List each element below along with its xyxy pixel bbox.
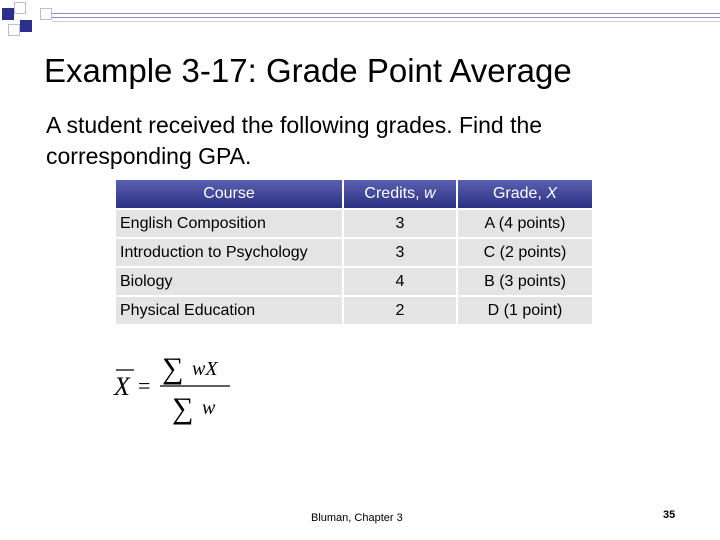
grades-table <box>116 180 594 324</box>
header-grade-variable: X <box>546 185 558 202</box>
formula-numerator-term: wX <box>192 358 218 380</box>
decor-line <box>52 17 720 18</box>
table-row <box>116 266 594 295</box>
header-credits <box>344 180 458 208</box>
decor-square <box>2 8 14 20</box>
table-row <box>116 295 594 324</box>
formula-sum-denominator: ∑ <box>172 392 194 425</box>
grade-cell: A (4 points) <box>458 208 594 237</box>
credits-cell: 3 <box>344 208 458 237</box>
decor-square <box>14 2 26 14</box>
formula-lhs: X <box>114 372 130 401</box>
course-cell: Introduction to Psychology <box>116 237 344 266</box>
formula-equals: = <box>138 373 151 398</box>
credits-cell: 3 <box>344 237 458 266</box>
slide-body-text: A student received the following grades. Find the corresponding GPA. <box>46 112 543 169</box>
page-number: 35 <box>663 509 676 521</box>
decor-square <box>40 8 52 20</box>
credits-cell: 2 <box>344 295 458 324</box>
grade-cell: B (3 points) <box>458 266 594 295</box>
decor-line <box>52 13 720 14</box>
slide-title: Example 3-17: Grade Point Average <box>44 52 572 89</box>
formula-sum-numerator: ∑ <box>162 352 184 385</box>
course-cell: Biology <box>116 266 344 295</box>
table-row <box>116 208 594 237</box>
grade-cell: D (1 point) <box>458 295 594 324</box>
slide-footer: Bluman, Chapter 3 <box>311 512 403 524</box>
decor-square <box>20 20 32 32</box>
decor-line <box>52 21 720 22</box>
header-course: Course <box>116 180 344 208</box>
table-row <box>116 237 594 266</box>
header-grade-label: Grade, <box>492 185 547 202</box>
decor-square <box>8 24 20 36</box>
course-cell: English Composition <box>116 208 344 237</box>
grade-cell: C (2 points) <box>458 237 594 266</box>
table-header-row <box>116 180 594 208</box>
header-grade <box>458 180 594 208</box>
header-credits-label: Credits, <box>364 185 424 202</box>
course-cell: Physical Education <box>116 295 344 324</box>
header-credits-variable: w <box>424 185 436 202</box>
credits-cell: 4 <box>344 266 458 295</box>
weighted-mean-formula <box>112 348 242 428</box>
formula-denominator-term: w <box>202 397 216 419</box>
